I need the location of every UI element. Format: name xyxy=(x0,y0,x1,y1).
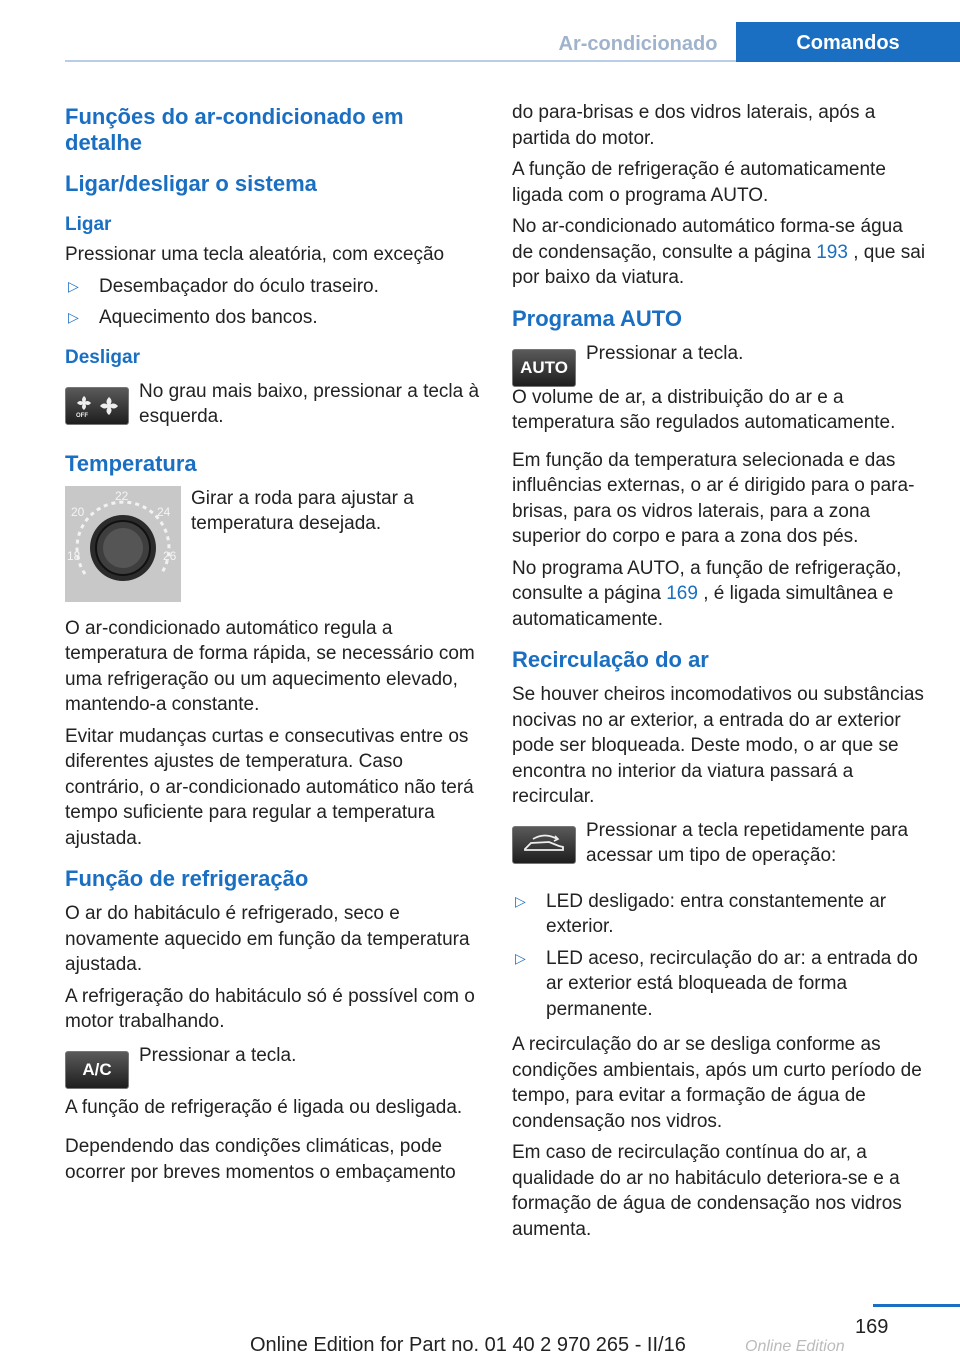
cooling-paragraph-2: A refrigeração do habitáculo só é possível com o motor trabalhando. xyxy=(65,985,475,1032)
dial-label: 24 xyxy=(157,504,171,519)
recirculation-icon-text: Pressionar a tecla repetidamente para acessar um tipo de operação: xyxy=(586,819,909,866)
off-instruction xyxy=(65,379,480,436)
dial-label: 20 xyxy=(71,504,85,519)
text-span: , que sai por baixo da viatura. xyxy=(512,241,926,288)
recirculation-modes-list xyxy=(512,889,927,1023)
dial-label: 18 xyxy=(67,548,81,563)
recirculation-instruction xyxy=(512,818,927,875)
temperature-paragraph-2: Evitar mudanças curtas e consecutivas entre os diferentes ajustes de temperatura. Caso contrário, o ar-condicionado automático não terá tempo suficiente para regular a temperatura ajustada. xyxy=(65,725,474,849)
ac-instruction xyxy=(65,1043,480,1089)
heading-temperature: Temperatura xyxy=(65,450,197,476)
page-number: 169 xyxy=(855,1316,889,1338)
on-exceptions-list xyxy=(65,274,480,331)
svg-text:OFF: OFF xyxy=(76,412,88,419)
page-link-169[interactable]: 169 xyxy=(666,583,698,604)
continued-paragraph-2: A função de refrigeração é automaticamente ligada com o programa AUTO. xyxy=(512,159,886,206)
temperature-dial-text: Girar a roda para ajustar a temperatura desejada. xyxy=(191,487,414,534)
dial-label: 26 xyxy=(163,548,177,563)
off-text: No grau mais baixo, pressionar a tecla à esquerda. xyxy=(139,380,480,427)
list-item: ▷ Aquecimento dos bancos. xyxy=(65,305,480,331)
continued-paragraph-3 xyxy=(512,214,927,291)
car-recirculation-icon xyxy=(519,833,569,857)
cooling-paragraph-3: Dependendo das condições climáticas, pode ocorrer por breves momentos o embaçamento xyxy=(65,1136,456,1183)
heading-recirculation: Recirculação do ar xyxy=(512,647,709,672)
temperature-paragraph-1: O ar-condicionado automático regula a temperatura de forma rápida, se necessário com uma refrigeração ou um aquecimento elevado, mantendo-a constante. xyxy=(65,617,475,715)
heading-cooling: Função de refrigeração xyxy=(65,866,309,891)
header-section: Ar-condicionado xyxy=(558,33,718,55)
on-text: Pressionar uma tecla aleatória, com exceção xyxy=(65,244,445,265)
auto-press-text: Pressionar a tecla. xyxy=(586,342,744,364)
heading-off: Desligar xyxy=(65,346,140,368)
right-column xyxy=(512,100,927,1248)
auto-paragraph-1: Em função da temperatura selecionada e das influências externas, o ar é dirigido para o para-brisas, para os vidros laterais, para a zona superior do corpo e para a zona dos pés. xyxy=(512,449,915,547)
heading-auto-program: Programa AUTO xyxy=(512,305,682,331)
fan-off-icon xyxy=(72,393,122,419)
auto-text: O volume de ar, a distribuição do ar e a temperatura são regulados automaticamente. xyxy=(512,386,896,433)
ac-button: A/C xyxy=(65,1051,129,1089)
temperature-dial-icon xyxy=(65,486,181,602)
temperature-dial-image xyxy=(65,486,181,602)
auto-instruction xyxy=(512,341,927,387)
list-item: ▷ Desembaçador do óculo traseiro. xyxy=(65,274,480,300)
text-span: No ar-condicionado automático forma-se água de condensação, consulte a página xyxy=(512,216,903,263)
dial-label: 22 xyxy=(115,488,129,503)
footer-rule xyxy=(873,1304,960,1307)
left-column xyxy=(65,100,480,1191)
ac-press-text: Pressionar a tecla. xyxy=(139,1044,297,1066)
temperature-instruction xyxy=(65,486,480,602)
list-item: ▷ LED aceso, recirculação do ar: a entrada do ar exterior está bloqueada de forma permanente. xyxy=(512,946,927,1023)
recirculation-paragraph-2: A recirculação do ar se desliga conforme as condições ambientais, após um curto período de tempo, para evitar a formação de água de condensação nos vidros. xyxy=(512,1034,922,1132)
heading-on-off: Ligar/desligar o sistema xyxy=(65,171,317,196)
heading-on: Ligar xyxy=(65,214,112,235)
header-chapter-tab: Comandos xyxy=(736,22,960,62)
recirculation-paragraph-3: Em caso de recirculação contínua do ar, a qualidade do ar no habitáculo deteriora-se e a formação de água de condensação nos vidros aumenta. xyxy=(512,1142,902,1240)
recirculation-paragraph-1: Se houver cheiros incomodativos ou substâncias nocivas no ar exterior, a entrada do ar exterior pode ser bloqueada. Deste modo, o ar que se encontra no interior da viatura passará a recircular. xyxy=(512,684,924,807)
list-item: ▷ LED desligado: entra constantemente ar exterior. xyxy=(512,889,927,940)
watermark: Online Edition xyxy=(745,1338,845,1355)
auto-button: AUTO xyxy=(512,349,576,387)
auto-instruction-text xyxy=(586,341,927,373)
ac-text: A função de refrigeração é ligada ou desligada. xyxy=(65,1096,463,1118)
auto-paragraph-2 xyxy=(512,556,927,633)
continued-paragraph-1: do para-brisas e dos vidros laterais, após a partida do motor. xyxy=(512,102,876,149)
page-link-193[interactable]: 193 xyxy=(816,241,848,263)
fan-off-button xyxy=(65,387,129,425)
text-span: , é ligada simultânea e automaticamente. xyxy=(512,583,894,630)
page-title: Funções do ar-condicionado em detalhe xyxy=(65,104,404,155)
footer-edition: Online Edition for Part no. 01 40 2 970 265 - II/16 xyxy=(250,1334,686,1356)
text-span: No programa AUTO, a função de refrigeração, consulte a página xyxy=(512,557,902,604)
recirculation-button xyxy=(512,826,576,864)
cooling-paragraph-1: O ar do habitáculo é refrigerado, seco e novamente aquecido em função da temperatura ajustada. xyxy=(65,903,470,975)
